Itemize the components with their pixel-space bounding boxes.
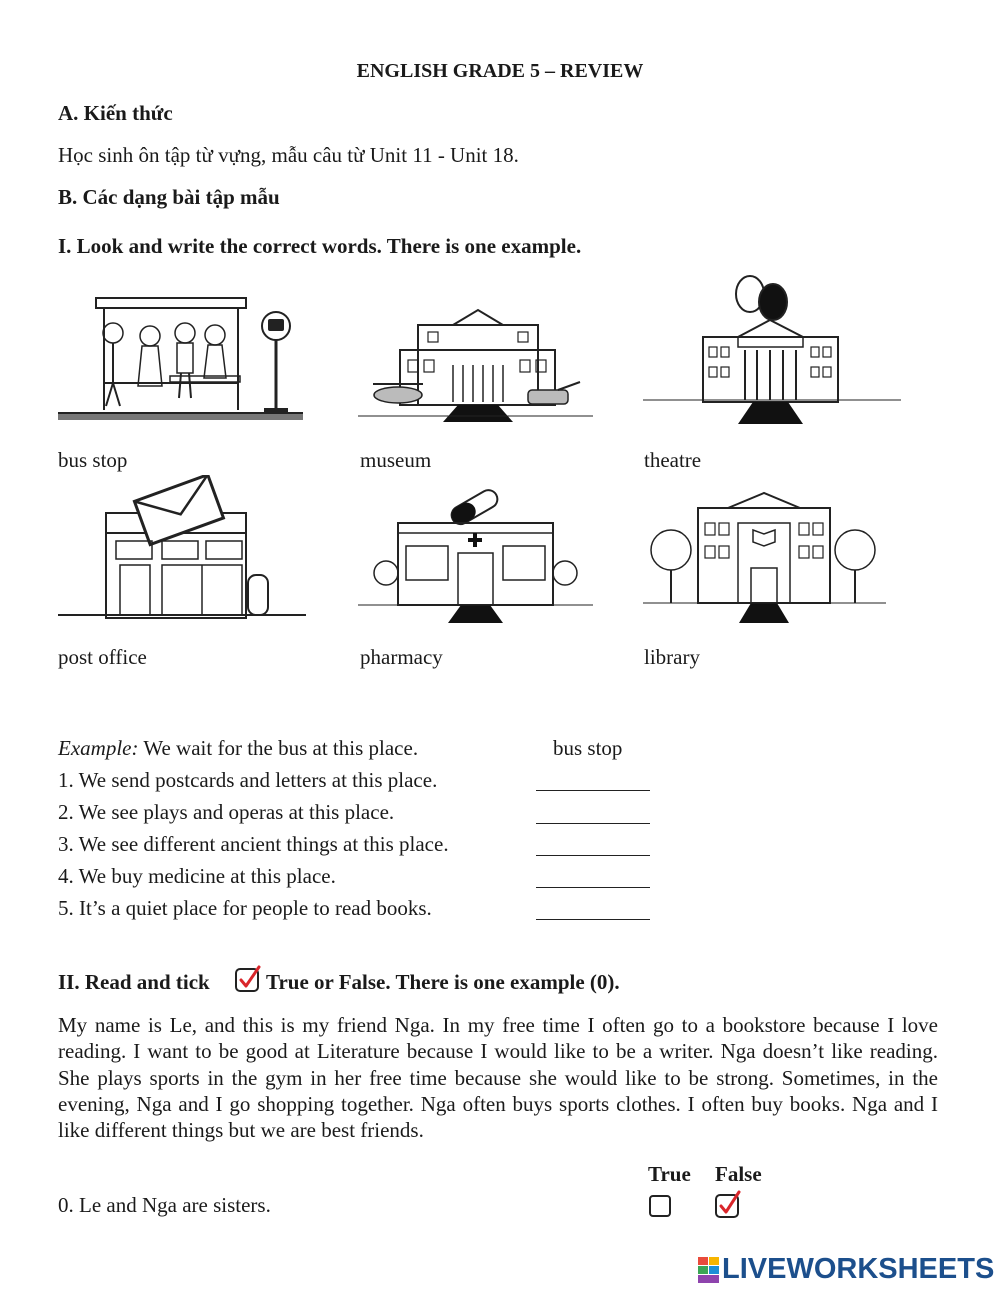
answer-blank-1[interactable] bbox=[536, 772, 650, 791]
reading-passage: My name is Le, and this is my friend Nga. In my free time I often go to a bookstore because I love reading. I want to be good at Literature because I would like to be a writer. Nga doesn’t like reading. She plays sports in the gym in her free time because she would like to be strong. Sometimes, in the evening, Nga and I go shopping together. Nga often buys sports clothes. I often buy books. Nga and I like different things but we are best friends. bbox=[58, 1013, 938, 1143]
pharmacy-picture bbox=[358, 478, 593, 623]
question-2: 2. We see plays and operas at this place. bbox=[58, 800, 395, 824]
page-title: ENGLISH GRADE 5 – REVIEW bbox=[356, 60, 644, 82]
place-label-theatre: theatre bbox=[644, 448, 702, 472]
place-label-post-office: post office bbox=[58, 645, 147, 669]
place-label-library: library bbox=[644, 645, 700, 669]
example-sentence: We wait for the bus at this place. bbox=[143, 736, 419, 760]
exercise-2-heading-part1: II. Read and tick bbox=[58, 970, 210, 994]
example-statement: 0. Le and Nga are sisters. bbox=[58, 1193, 271, 1217]
exercise-1-heading: I. Look and write the correct words. There is one example. bbox=[58, 234, 582, 258]
example-line bbox=[58, 735, 418, 761]
answer-blank-5[interactable] bbox=[536, 901, 650, 920]
place-label-pharmacy: pharmacy bbox=[360, 645, 443, 669]
liveworksheets-brand[interactable]: LIVEWORKSHEETS bbox=[722, 1253, 995, 1285]
column-true: True bbox=[648, 1162, 691, 1186]
question-5: 5. It’s a quiet place for people to read books. bbox=[58, 896, 432, 920]
place-label-bus-stop: bus stop bbox=[58, 448, 128, 472]
answer-blank-2[interactable] bbox=[536, 805, 650, 824]
library-picture bbox=[643, 478, 886, 623]
theatre-picture bbox=[643, 272, 901, 427]
exercise-2-heading-part2: True or False. There is one example (0). bbox=[266, 970, 620, 994]
example-false-checkbox[interactable] bbox=[714, 1188, 744, 1220]
museum-picture bbox=[358, 290, 593, 425]
example-answer: bus stop bbox=[553, 736, 623, 760]
example-true-checkbox[interactable] bbox=[649, 1195, 671, 1217]
question-3: 3. We see different ancient things at this place. bbox=[58, 832, 449, 856]
answer-blank-4[interactable] bbox=[536, 869, 650, 888]
section-a-heading: A. Kiến thức bbox=[58, 101, 173, 125]
answer-blank-3[interactable] bbox=[536, 837, 650, 856]
column-false: False bbox=[715, 1162, 762, 1186]
liveworksheets-logo-icon bbox=[698, 1255, 720, 1285]
section-a-text: Học sinh ôn tập từ vựng, mẫu câu từ Unit 11 - Unit 18. bbox=[58, 143, 519, 167]
place-label-museum: museum bbox=[360, 448, 432, 472]
bus-stop-picture bbox=[58, 278, 303, 423]
tick-box-icon bbox=[234, 965, 262, 993]
post-office-picture bbox=[58, 475, 306, 620]
question-1: 1. We send postcards and letters at this place. bbox=[58, 768, 438, 792]
example-label: Example: bbox=[58, 736, 139, 760]
question-4: 4. We buy medicine at this place. bbox=[58, 864, 336, 888]
section-b-heading: B. Các dạng bài tập mẫu bbox=[58, 185, 280, 209]
